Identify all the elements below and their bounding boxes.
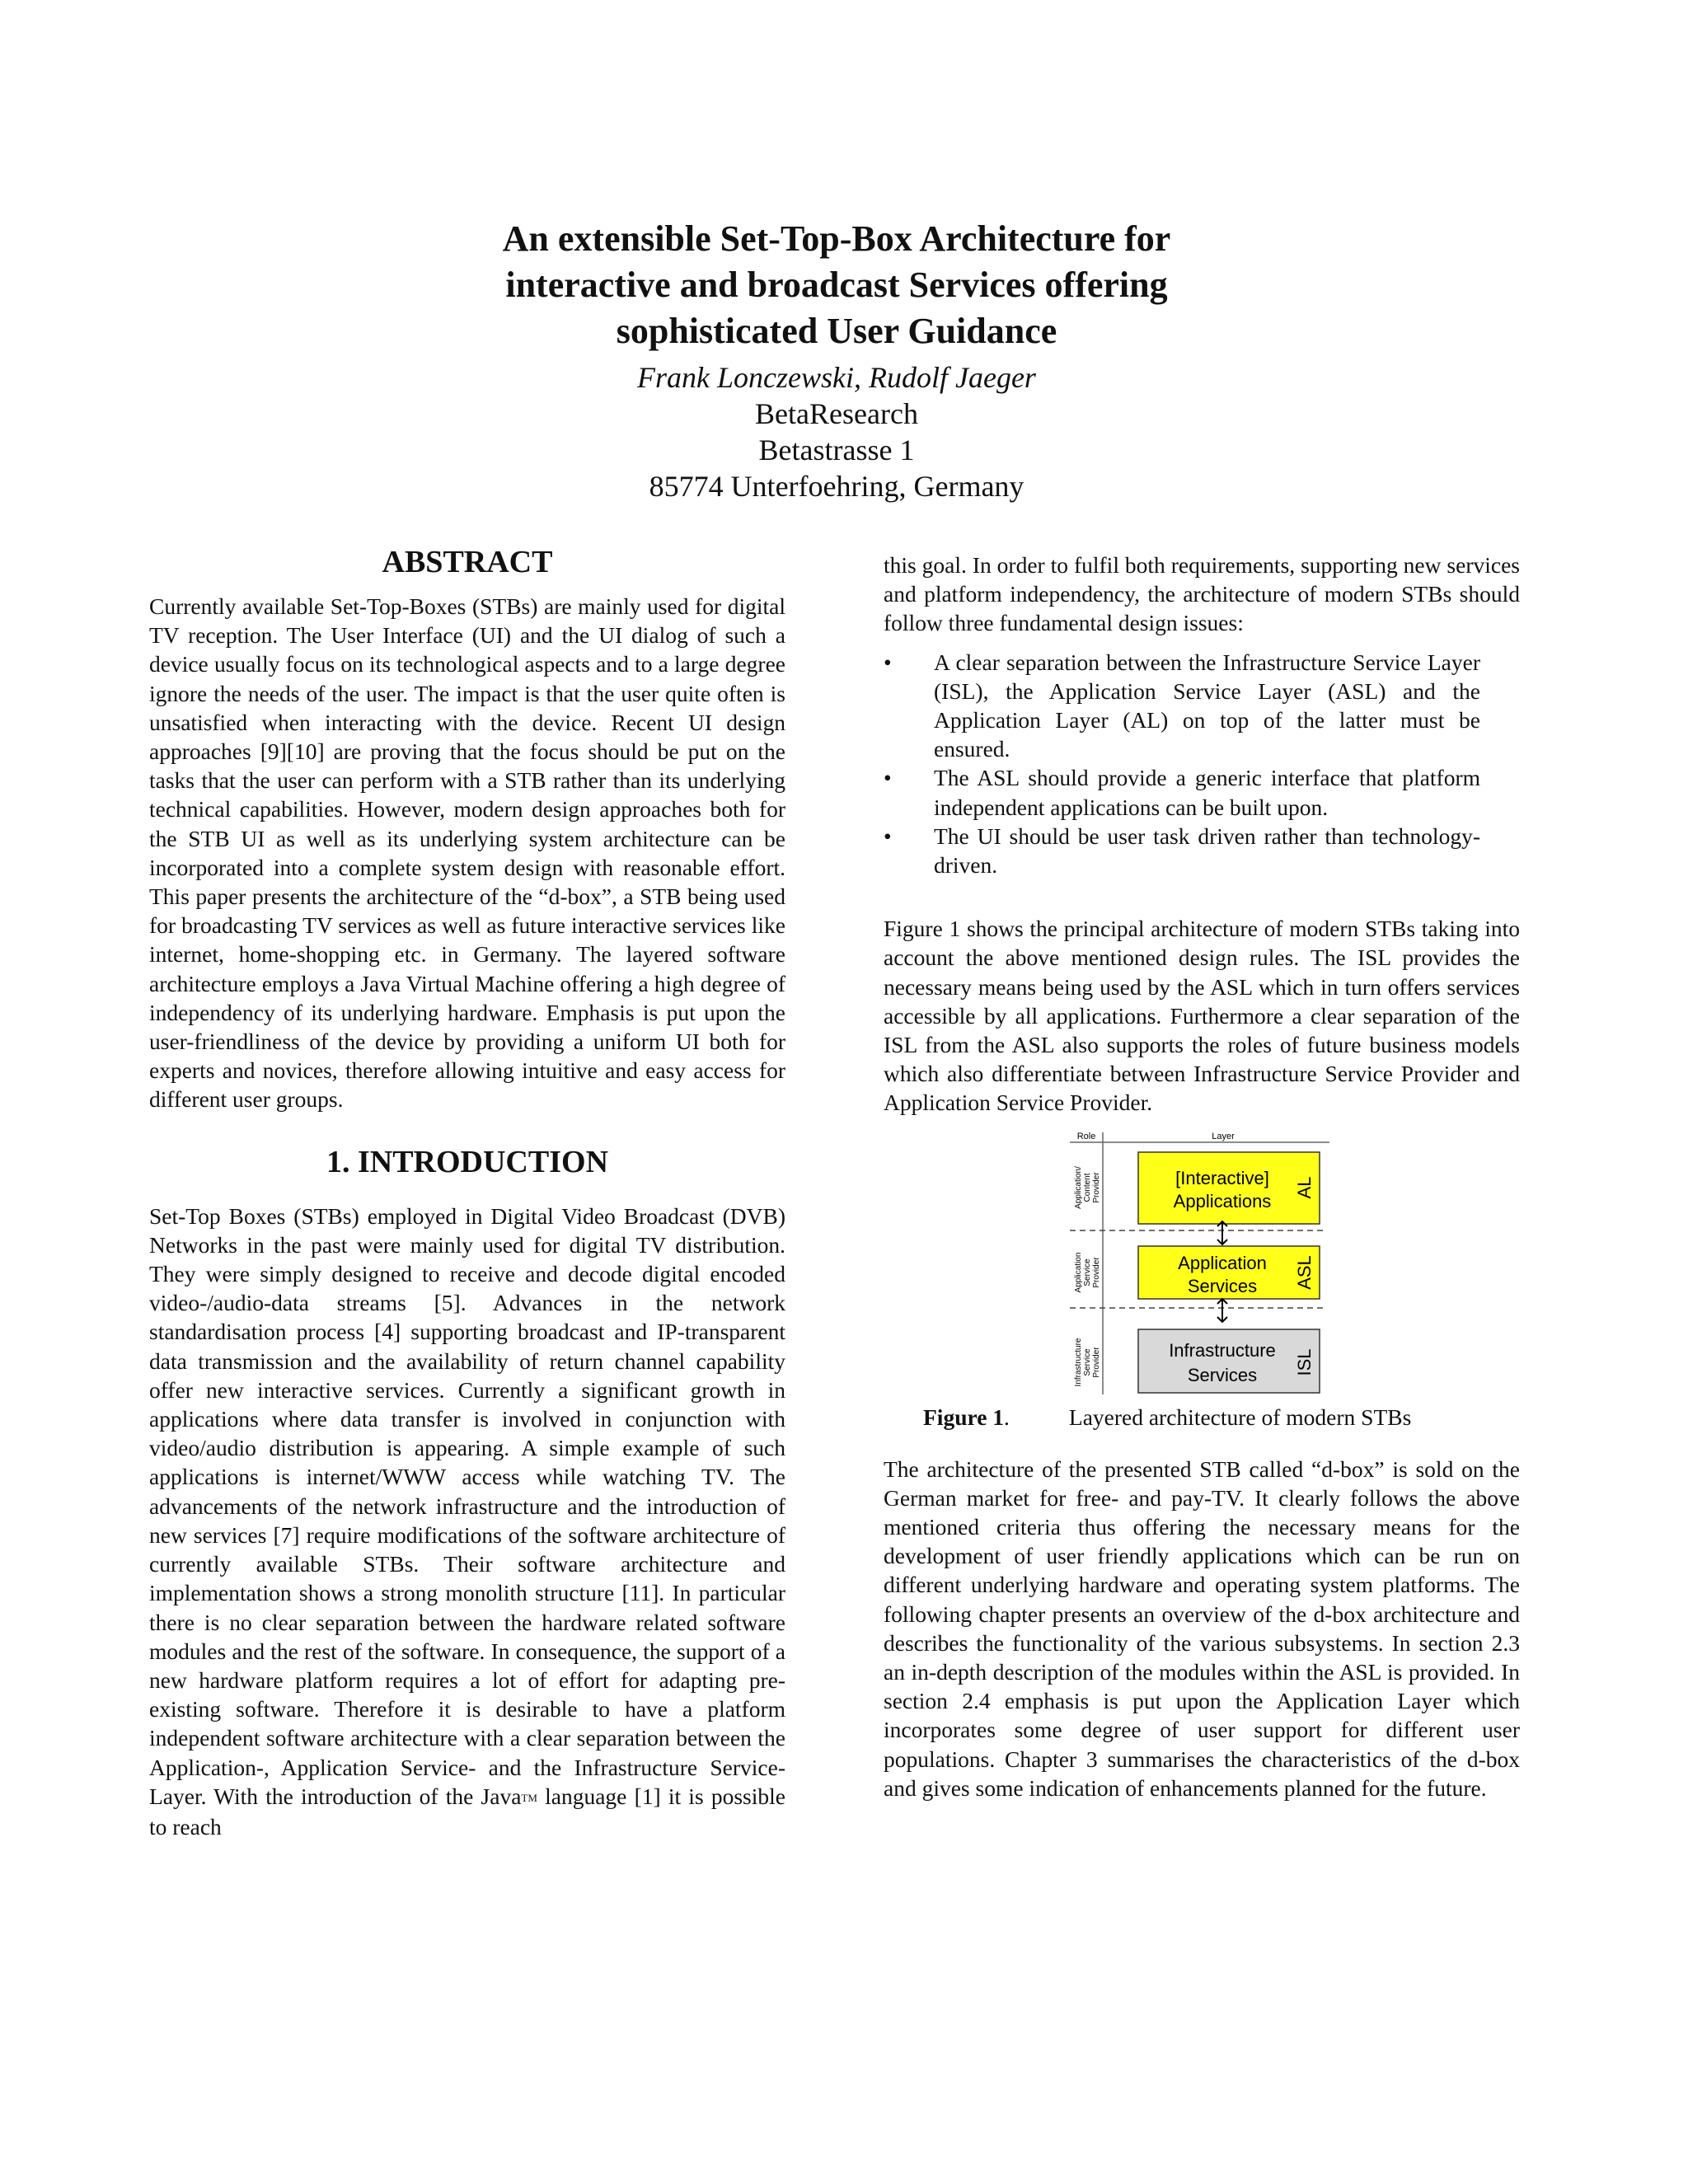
asl-role-line: Provider bbox=[1092, 1257, 1101, 1288]
trademark-mark: TM bbox=[521, 1791, 537, 1804]
asl-tag: ASL bbox=[1294, 1254, 1315, 1290]
al-tag: AL bbox=[1294, 1176, 1315, 1199]
asl-role-line: Application bbox=[1074, 1252, 1083, 1293]
figure-caption-text: Layered architecture of modern STBs bbox=[1068, 1404, 1412, 1430]
isl-tag: ISL bbox=[1294, 1348, 1315, 1376]
title-line: sophisticated User Guidance bbox=[616, 311, 1057, 351]
layer-diagram bbox=[1070, 1129, 1334, 1401]
asl-role-line: Service bbox=[1083, 1258, 1092, 1286]
abstract-heading: ABSTRACT bbox=[382, 545, 553, 579]
figure-label bbox=[923, 1403, 1004, 1432]
affiliation-line: 85774 Unterfoehring, Germany bbox=[649, 470, 1025, 503]
asl-box-line: Services bbox=[1187, 1275, 1258, 1296]
figure-1 bbox=[884, 1129, 1520, 1401]
abstract-text: Currently available Set-Top-Boxes (STBs) are mainly used for digital TV reception. The User Interface (UI) and the UI dialog of such a device usually focus on its technological aspects and to a large degree ignore the needs of the user. The impact is that the user quite often is unsatisfied when interacting with the device. Recent UI design approaches [9][10] are proving that the focus should be put on the tasks that the user can perform with a STB rather than its underlying technical capabilities. However, modern design approaches both for the STB UI as well as its underlying system architecture can be incorporated into a complete system design with reasonable effort. This paper presents the architecture of the “d-box”, a STB being used for broadcasting TV services as well as future interactive services like internet, home-shopping etc. in Germany. The layered software architecture employs a Java Virtual Machine offering a high degree of independency of its underlying hardware. Emphasis is put upon the user-friendliness of the device by providing a uniform UI both for experts and novices, therefore allowing intuitive and easy access for different user groups. bbox=[149, 593, 785, 1113]
right-column bbox=[884, 551, 1520, 1802]
design-issues-list bbox=[884, 648, 1520, 880]
figure-label-period: . bbox=[1004, 1404, 1010, 1430]
list-item-text: The UI should be user task driven rather than technology-driven. bbox=[934, 823, 1480, 879]
al-box-line: [Interactive] bbox=[1175, 1167, 1269, 1188]
layer-header: Layer bbox=[1212, 1131, 1235, 1141]
asl-isl-arrow-icon bbox=[1217, 1299, 1227, 1322]
list-item-text: A clear separation between the Infrastructure Service Layer (ISL), the Application Service Layer (ASL) and the Application Layer (AL) on top of the latter must be ensured. bbox=[934, 649, 1480, 762]
al-role-line: Content bbox=[1083, 1173, 1092, 1202]
figure-paragraph: Figure 1 shows the principal architecture of modern STBs taking into account the above mentioned design rules. The ISL provides the necessary means being used by the ASL which in turn offers services accessible by all applications. Furthermore a clear separation of the ISL from the ASL also supports the roles of future business models which also differentiate between Infrastructure Service Provider and Application Service Provider. bbox=[884, 916, 1520, 1116]
list-item bbox=[884, 763, 1520, 821]
left-column bbox=[149, 544, 785, 1841]
isl-role-line: Infrastructure bbox=[1074, 1338, 1083, 1387]
al-box-line: Applications bbox=[1173, 1190, 1272, 1212]
introduction-heading: 1. INTRODUCTION bbox=[326, 1144, 609, 1179]
introduction-text-main: Set-Top Boxes (STBs) employed in Digital Video Broadcast (DVB) Networks in the past were mainly used for digital TV distribution. They were simply designed to receive and decode digital encoded video-/audio-data streams [5]. Advances in the network standardisation process [4] supporting broadcast and IP-transparent data transmission and the availability of return channel capability offer new interactive services. Currently a significant growth in applications where data transfer is involved in conjunction with video/audio distribution is appearing. A simple example of such applications is internet/WWW access while watching TV. The advancements of the network infrastructure and the introduction of new services [7] require modifications of the software architecture of currently available STBs. Their software architecture and implementation shows a strong monolith structure [11]. In particular there is no clear separation between the hardware related software modules and the rest of the software. In consequence, the support of a new hardware platform requires a lot of effort for adapting pre-existing software. Therefore it is desirable to have a platform independent software architecture with a clear separation between the Application-, Application Service- and the Infrastructure Service-Layer. With the introduction of the Java bbox=[149, 1202, 785, 1809]
role-header: Role bbox=[1076, 1131, 1096, 1141]
list-item-text: The ASL should provide a generic interface that platform independent applications can be built upon. bbox=[934, 765, 1480, 820]
figure-caption bbox=[884, 1403, 1520, 1432]
introduction-text bbox=[149, 1202, 785, 1841]
intro-continuation: this goal. In order to fulfil both requirements, supporting new services and platform independency, the architecture of modern STBs should follow three fundamental design issues: bbox=[884, 552, 1520, 636]
list-item bbox=[884, 822, 1520, 879]
figure-label-text: Figure 1 bbox=[923, 1404, 1005, 1430]
asl-box-line: Application bbox=[1178, 1252, 1267, 1273]
bullet-icon: • bbox=[884, 649, 892, 675]
paper-header bbox=[0, 216, 1673, 504]
isl-box-line: Services bbox=[1187, 1364, 1258, 1385]
al-role-line: Provider bbox=[1092, 1172, 1101, 1203]
al-role-line: Application/ bbox=[1074, 1165, 1083, 1209]
title-line: An extensible Set-Top-Box Architecture for bbox=[502, 218, 1171, 259]
paper-title bbox=[0, 216, 1673, 354]
affiliation-line: BetaResearch bbox=[755, 397, 918, 430]
affiliation-line: Betastrasse 1 bbox=[758, 434, 915, 466]
bullet-icon: • bbox=[884, 823, 892, 849]
bullet-icon: • bbox=[884, 765, 892, 791]
al-asl-arrow-icon bbox=[1217, 1221, 1227, 1244]
dbox-paragraph: The architecture of the presented STB called “d-box” is sold on the German market for free- and pay-TV. It clearly follows the above mentioned criteria thus offering the necessary means for the development of user friendly applications which can be run on different underlying hardware and operating system platforms. The following chapter presents an overview of the d-box architecture and describes the functionality of the various subsystems. In section 2.3 an in-depth description of the modules within the ASL is provided. In section 2.4 emphasis is put upon the Application Layer which incorporates some degree of user support for different user populations. Chapter 3 summarises the characteristics of the d-box and gives some indication of enhancements planned for the future. bbox=[884, 1455, 1520, 1801]
title-line: interactive and broadcast Services offering bbox=[505, 265, 1168, 305]
introduction-text-tail: language [1] it is possible to reach bbox=[149, 1783, 785, 1840]
isl-role-line: Service bbox=[1083, 1347, 1092, 1376]
list-item bbox=[884, 648, 1520, 764]
isl-box-line: Infrastructure bbox=[1169, 1339, 1276, 1361]
isl-role-line: Provider bbox=[1092, 1347, 1101, 1378]
authors: Frank Lonczewski, Rudolf Jaeger bbox=[637, 361, 1036, 394]
